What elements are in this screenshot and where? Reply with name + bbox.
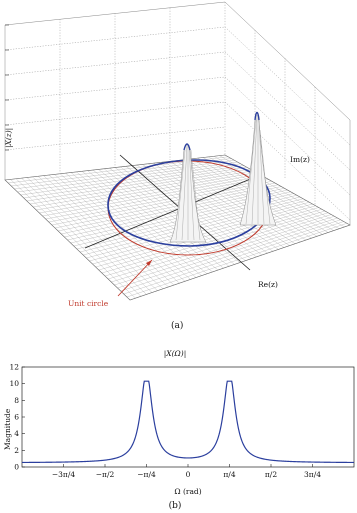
mesh-line bbox=[121, 220, 341, 291]
y-tick-label: 2 bbox=[14, 445, 19, 455]
x-tick-label: 3π/4 bbox=[304, 470, 321, 479]
x-tick-label: −3π/4 bbox=[51, 470, 76, 479]
re-axis-label: Re(z) bbox=[258, 280, 278, 289]
x-tick-label: −π/2 bbox=[95, 470, 115, 479]
magnitude-chart bbox=[0, 340, 357, 513]
im-axis-label: Im(z) bbox=[290, 155, 310, 164]
y-tick-label: 8 bbox=[14, 395, 19, 405]
y-tick-label: 0 bbox=[14, 462, 19, 472]
caption-b: (b) bbox=[168, 501, 182, 511]
caption-a: (a) bbox=[171, 321, 184, 331]
y-tick-label: 4 bbox=[14, 429, 19, 439]
x-tick-label: π/4 bbox=[223, 470, 236, 479]
y-tick-label: 12 bbox=[9, 362, 19, 372]
y-axis-label: Magnitude bbox=[3, 408, 12, 450]
chart-title: |X(Ω)| bbox=[163, 349, 187, 358]
magnitude-curve bbox=[22, 381, 354, 462]
mesh-line bbox=[111, 215, 331, 283]
x-axis-ticks bbox=[52, 464, 321, 479]
pole-peaks bbox=[170, 113, 276, 243]
mesh-line bbox=[127, 223, 347, 297]
x-tick-label: π/2 bbox=[264, 470, 278, 479]
y-tick-label: 10 bbox=[9, 379, 19, 389]
mesh-line bbox=[114, 216, 334, 285]
z-axis-label: |X(z)| bbox=[4, 127, 13, 148]
mesh-line bbox=[118, 218, 338, 288]
x-tick-label: 0 bbox=[185, 470, 191, 479]
x-axis-label: Ω (rad) bbox=[174, 487, 202, 496]
axes-lines bbox=[85, 155, 260, 270]
x-tick-label: −π/4 bbox=[137, 470, 156, 479]
plot-frame bbox=[22, 367, 354, 467]
unit-circle-label: Unit circle bbox=[68, 299, 109, 308]
y-tick-label: 6 bbox=[14, 412, 19, 422]
